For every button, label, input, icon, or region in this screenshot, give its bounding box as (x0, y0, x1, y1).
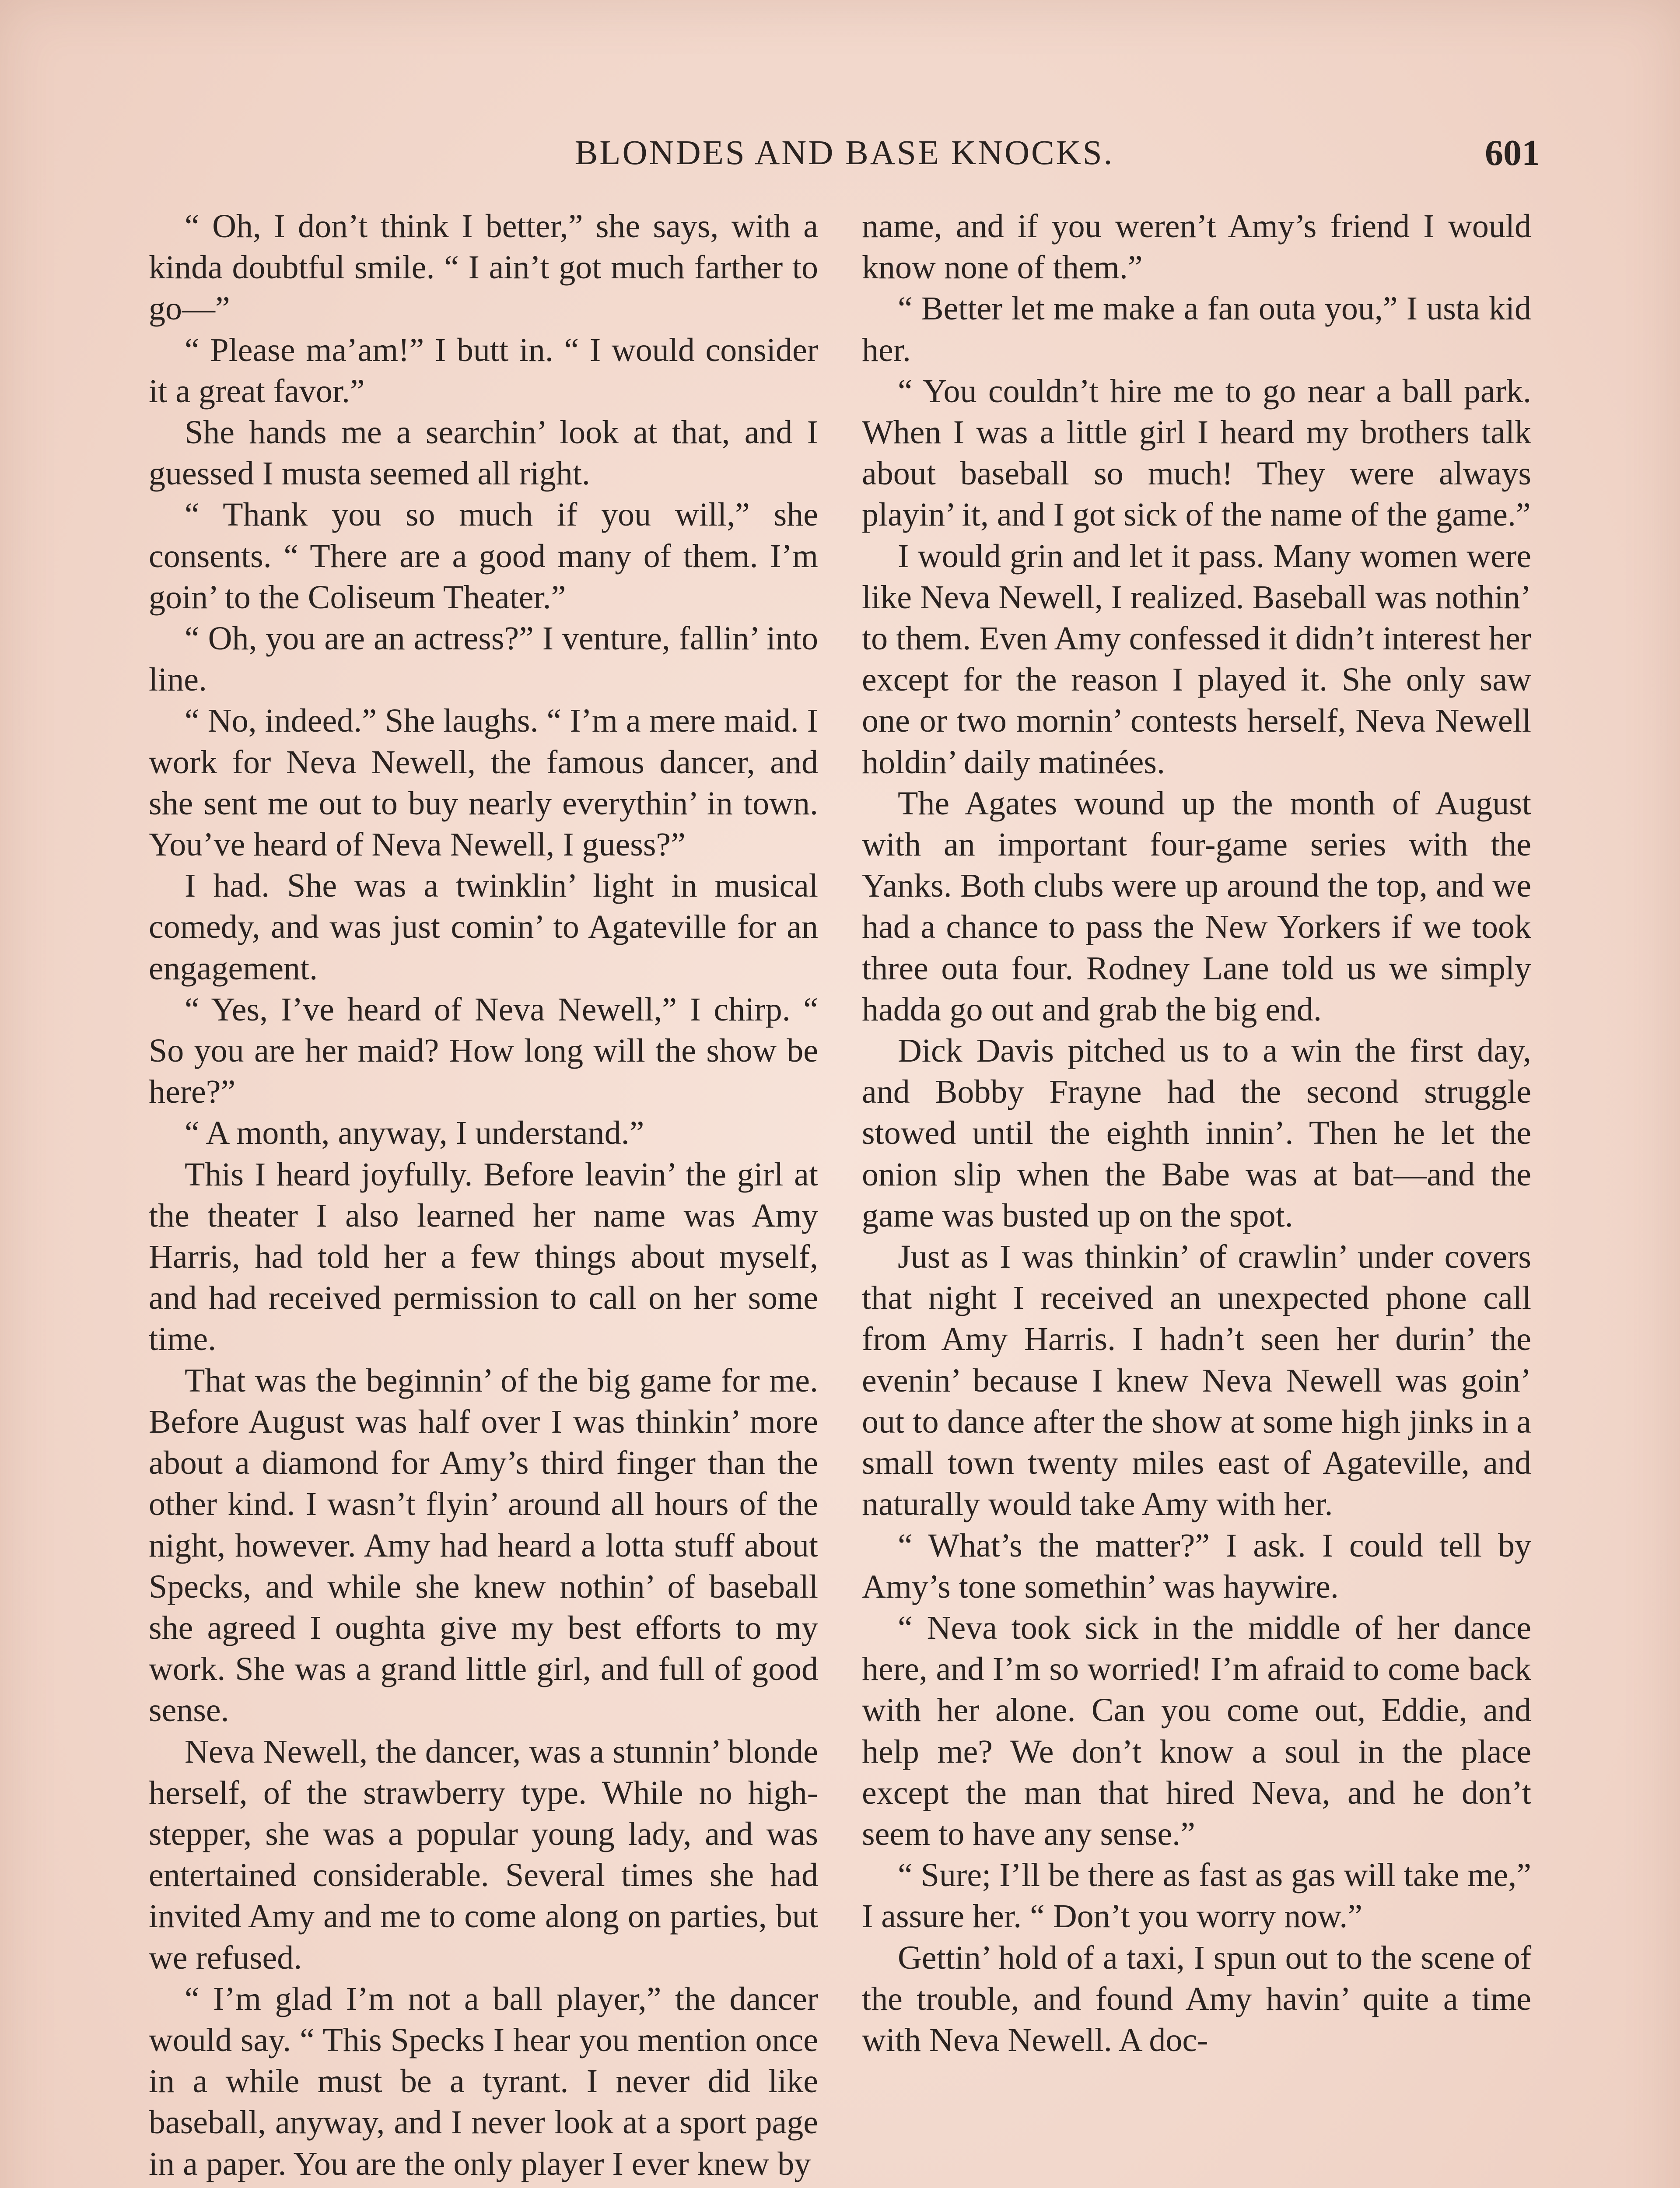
paragraph: The Agates wound up the month of August with an important four-game series with the Yanks. Both clubs were up around the top, and we had a chance to pass the New Yorkers if we took three outa four. Rodney Lane told us we simply hadda go out and grab the big end. (862, 785, 1531, 1028)
left-column (149, 206, 818, 2184)
running-head (149, 131, 1540, 175)
paragraph: “ Please ma’am!” I butt in. “ I would consider it a great favor.” (149, 331, 818, 410)
paragraph: Just as I was thinkin’ of crawlin’ under covers that night I received an unexpected phone call from Amy Harris. I hadn’t seen her durin’ the evenin’ because I knew Neva Newell was goin’ out to dance after the show at some high jinks in a small town twenty miles east of Agateville, and naturally would take Amy with her. (862, 1238, 1531, 1523)
paragraph: “ A month, anyway, I understand.” (185, 1115, 644, 1152)
paragraph: I would grin and let it pass. Many women were like Neva Newell, I realized. Baseball was nothin’ to them. Even Amy confessed it didn’t interest her except for the reason I played it. She only saw one or two mornin’ contests herself, Neva Newell holdin’ daily matinées. (862, 537, 1531, 781)
paragraph: “ What’s the matter?” I ask. I could tell by Amy’s tone somethin’ was haywire. (862, 1527, 1531, 1605)
paragraph: I had. She was a twinklin’ light in musical comedy, and was just comin’ to Agateville for an engagement. (149, 867, 818, 987)
paragraph: That was the beginnin’ of the big game for me. Before August was half over I was thinkin’ more about a diamond for Amy’s third finger than the other kind. I wasn’t flyin’ around all hours of the night, however. Amy had heard a lotta stuff about Specks, and while she knew nothin’ of baseball she agreed I oughta give my best efforts to my work. She was a grand little girl, and full of good sense. (149, 1362, 818, 1729)
page-title: BLONDES AND BASE KNOCKS. (574, 134, 1114, 172)
paragraph: “ Yes, I’ve heard of Neva Newell,” I chirp. “ So you are her maid? How long will the show be here?” (149, 991, 818, 1111)
paragraph-continued: name, and if you weren’t Amy’s friend I would know none of them.” (862, 208, 1531, 286)
paragraph: “ Thank you so much if you will,” she consents. “ There are a good many of them. I’m goin’ to the Coliseum Theater.” (149, 496, 818, 616)
right-column (862, 206, 1531, 2061)
paragraph: “ No, indeed.” She laughs. “ I’m a mere maid. I work for Neva Newell, the famous dancer, and she sent me out to buy nearly everythin’ in town. You’ve heard of Neva Newell, I guess?” (149, 702, 818, 863)
paragraph: “ Better let me make a fan outa you,” I usta kid her. (862, 290, 1531, 368)
paragraph: This I heard joyfully. Before leavin’ the girl at the theater I also learned her name was Amy Harris, had told her a few things about myself, and had received permission to call on her some time. (149, 1156, 818, 1358)
paragraph: Neva Newell, the dancer, was a stunnin’ blonde herself, of the strawberry type. While no high-stepper, she was a popular young lady, and was entertained considerable. Several times she had invited Amy and me to come along on parties, but we refused. (149, 1733, 818, 1976)
page-number: 601 (1485, 133, 1540, 173)
paragraph: “ Oh, I don’t think I better,” she says, with a kinda doubtful smile. “ I ain’t got much farther to go—” (149, 208, 818, 327)
paragraph: “ Oh, you are an actress?” I venture, fallin’ into line. (149, 620, 818, 698)
paragraph: Gettin’ hold of a taxi, I spun out to the scene of the trouble, and found Amy havin’ quite a time with Neva Newell. A doc- (862, 1939, 1531, 2058)
paragraph: “ I’m glad I’m not a ball player,” the dancer would say. “ This Specks I hear you mention once in a while must be a tyrant. I never did like baseball, anyway, and I never look at a sport page in a paper. You are the only player I ever knew by (149, 1980, 818, 2182)
paragraph: “ You couldn’t hire me to go near a ball park. When I was a little girl I heard my brothers talk about baseball so much! They were always playin’ it, and I got sick of the name of the game.” (862, 372, 1531, 533)
paragraph: She hands me a searchin’ look at that, and I guessed I musta seemed all right. (149, 414, 818, 492)
paragraph: Dick Davis pitched us to a win the first day, and Bobby Frayne had the second struggle stowed until the eighth innin’. Then he let the onion slip when the Babe was at bat—and the game was busted up on the spot. (862, 1032, 1531, 1234)
paragraph: “ Sure; I’ll be there as fast as gas will take me,” I assure her. “ Don’t you worry now.” (862, 1857, 1531, 1935)
paragraph: “ Neva took sick in the middle of her dance here, and I’m so worried! I’m afraid to come back with her alone. Can you come out, Eddie, and help me? We don’t know a soul in the place except the man that hired Neva, and he don’t seem to have any sense.” (862, 1609, 1531, 1852)
